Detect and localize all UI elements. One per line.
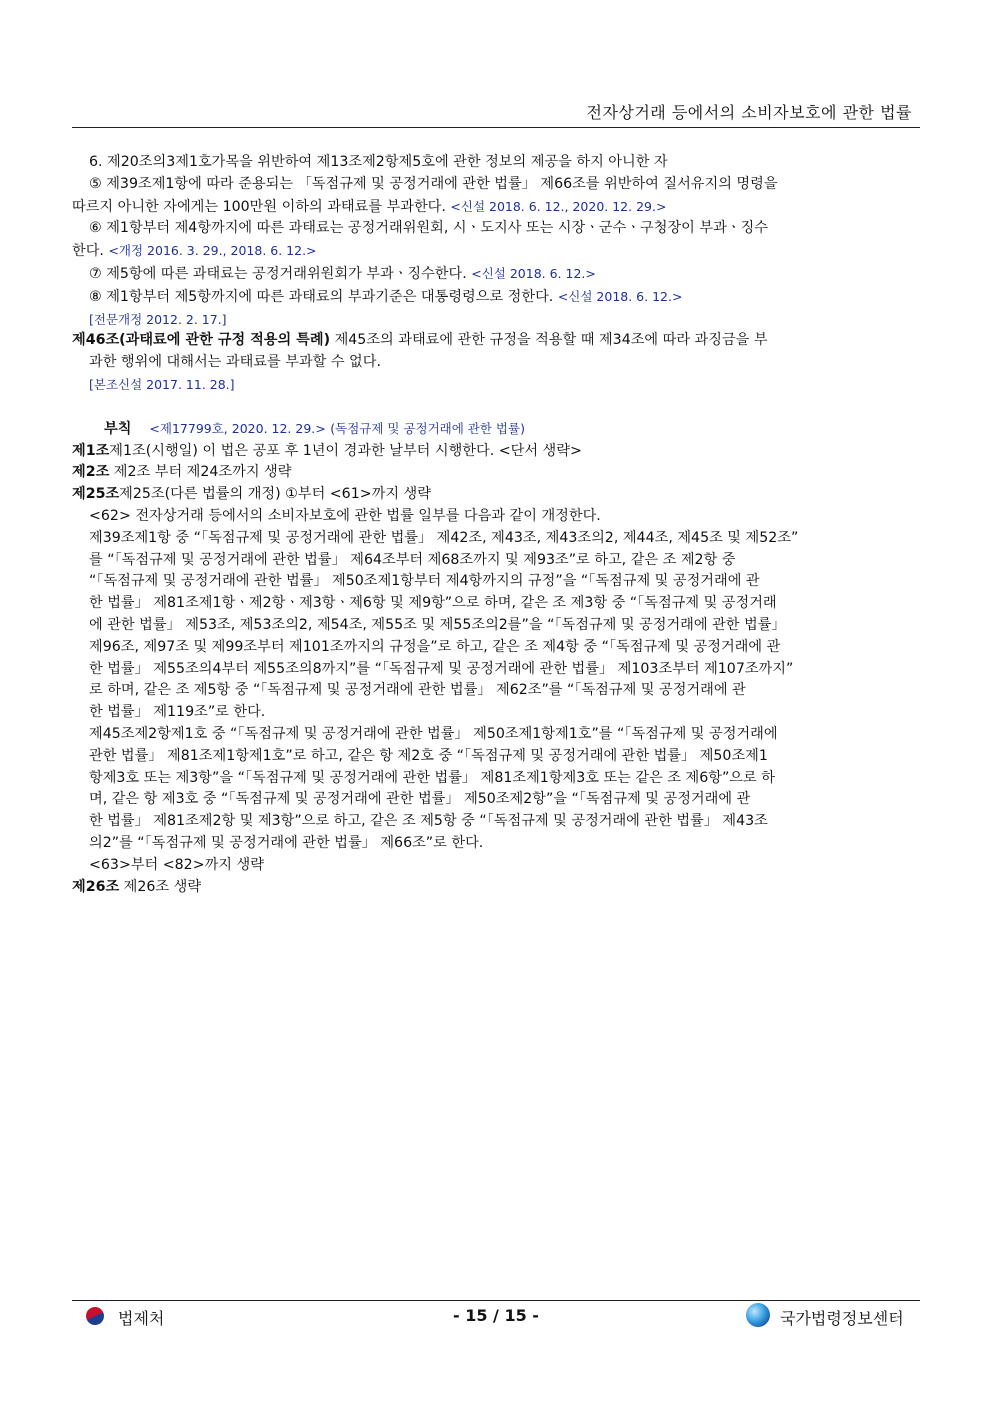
addenda-article-26 [72, 877, 920, 899]
paragraph-5-line-2 [72, 196, 920, 219]
amendment-line: 한 법률」 제119조”로 한다. [89, 704, 266, 721]
addenda-article-1 [72, 441, 920, 463]
header-divider [72, 127, 920, 128]
amendment-note: <신설 2018. 6. 12., 2020. 12. 29.> [450, 198, 667, 214]
article-text: 제1조(시행일) 이 법은 공포 후 1년이 경과한 날부터 시행한다. <단서 생략> [109, 442, 582, 459]
document-body [72, 152, 920, 898]
article-label: 제26조 [72, 878, 120, 895]
article-label: 제2조 [72, 464, 110, 481]
amendment-line: “「독점규제 및 공정거래에 관한 법률」 제50조제1항부터 제4항까지의 규정”을 “「독점규제 및 공정거래에 관 [89, 573, 760, 590]
article-46-text: 제45조의 과태료에 관한 규정을 적용할 때 제34조에 따라 과징금을 부 [334, 332, 768, 349]
article-text: 제2조 부터 제24조까지 생략 [109, 464, 292, 481]
amendment-line: 한 법률」 제55조의4부터 제55조의8까지”를 “「독점규제 및 공정거래에 관한 법률」 제103조부터 제107조까지” [89, 660, 794, 677]
amendment-line: 한 법률」 제81조제1항ㆍ제2항ㆍ제3항ㆍ제6항 및 제9항”으로 하며, 같은 조 제3항 중 “「독점규제 및 공정거래 [89, 595, 777, 612]
article-46-title: 제46조(과태료에 관한 규정 적용의 특례) [72, 332, 331, 349]
item-6: 6. 제20조의3제1호가목을 위반하여 제13조제2항제5호에 관한 정보의 제공을 하지 아니한 자 [89, 154, 668, 170]
paragraph-6-line-2 [72, 240, 920, 263]
paragraph-6-text: 한다. [72, 243, 104, 260]
article-46-line-2: 과한 행위에 대해서는 과태료를 부과할 수 없다. [89, 354, 381, 371]
article-46-note: [본조신설 2017. 11. 28.] [89, 376, 235, 392]
footer-divider [72, 1300, 920, 1301]
amendment-note: <개정 2016. 3. 29., 2018. 6. 12.> [108, 243, 317, 259]
amendment-item-62: <62> 전자상거래 등에서의 소비자보호에 관한 법률 일부를 다음과 같이 개정한다. [89, 507, 601, 524]
paragraph-8 [72, 286, 920, 309]
addenda-law-name: (독점규제 및 공정거래에 관한 법률) [330, 420, 525, 436]
article-text: 제25조(다른 법률의 개정) ①부터 <61>까지 생략 [119, 486, 431, 503]
addenda-article-25 [72, 484, 920, 506]
article-label: 제1조 [72, 442, 110, 459]
addenda-article-2 [72, 462, 920, 484]
amendment-line: 한 법률」 제81조제2항 및 제3항”으로 하고, 같은 조 제5항 중 “「독점규제 및 공정거래에 관한 법률」 제43조 [89, 813, 768, 830]
amendment-line: 의2”를 “「독점규제 및 공정거래에 관한 법률」 제66조”로 한다. [89, 834, 484, 851]
amendment-line: 항제3호 또는 제3항”을 “「독점규제 및 공정거래에 관한 법률」 제81조제1항제3호 또는 같은 조 제6항”으로 하 [89, 769, 775, 786]
amendment-line: 제45조제2항제1호 중 “「독점규제 및 공정거래에 관한 법률」 제50조제1항제1호”를 “「독점규제 및 공정거래에 [89, 725, 778, 742]
document-title: 전자상거래 등에서의 소비자보호에 관한 법률 [586, 103, 912, 122]
footer-agency: 법제처 [118, 1309, 165, 1328]
addenda-law-number: <제17799호, 2020. 12. 29.> [149, 420, 326, 436]
article-label: 제25조 [72, 486, 120, 503]
article-46-line-1 [72, 330, 920, 352]
paragraph-8-text: ⑧ 제1항부터 제5항까지에 따른 과태료의 부과기준은 대통령령으로 정한다. [89, 288, 554, 305]
page-number: - 15 / 15 - [453, 1306, 539, 1325]
paragraph-7-text: ⑦ 제5항에 따른 과태료는 공정거래위원회가 부과ㆍ징수한다. [89, 265, 467, 282]
amendment-line: 를 “「독점규제 및 공정거래에 관한 법률」 제64조부터 제68조까지 및 제93조”로 하고, 같은 조 제2항 중 [89, 551, 736, 568]
amendment-line: 제39조제1항 중 “「독점규제 및 공정거래에 관한 법률」 제42조, 제43조, 제43조의2, 제44조, 제45조 및 제52조” [89, 529, 799, 546]
spacer [72, 396, 920, 418]
article-text: 제26조 생략 [119, 878, 202, 895]
addenda-title: 부칙 [104, 420, 132, 437]
footer-center: 국가법령정보센터 [780, 1309, 904, 1328]
amendment-note: <신설 2018. 6. 12.> [557, 288, 683, 304]
amendment-line: 관한 법률」 제81조제1항제1호”로 하고, 같은 항 제2호 중 “「독점규제 및 공정거래에 관한 법률」 제50조제1 [89, 747, 768, 764]
full-revision-note: [전문개정 2012. 2. 17.] [89, 311, 227, 327]
amendment-item-63-82: <63>부터 <82>까지 생략 [89, 856, 264, 873]
moleg-logo-icon [83, 1304, 107, 1328]
law-info-center-logo-icon [746, 1303, 770, 1327]
amendment-line: 로 하며, 같은 조 제5항 중 “「독점규제 및 공정거래에 관한 법률」 제62조”를 “「독점규제 및 공정거래에 관 [89, 682, 746, 699]
paragraph-7 [72, 263, 920, 286]
amendment-note: <신설 2018. 6. 12.> [471, 265, 596, 281]
addenda-header [72, 418, 920, 441]
amendment-line: 에 관한 법률」 제53조, 제53조의2, 제54조, 제55조 및 제55조의2를”을 “「독점규제 및 공정거래에 관한 법률」 [89, 616, 786, 633]
paragraph-5-line-1: ⑤ 제39조제1항에 따라 준용되는 「독점규제 및 공정거래에 관한 법률」 제66조를 위반하여 질서유지의 명령을 [89, 175, 778, 192]
amendment-line: 며, 같은 항 제3호 중 “「독점규제 및 공정거래에 관한 법률」 제50조제2항”을 “「독점규제 및 공정거래에 관 [89, 791, 751, 808]
paragraph-5-text: 따르지 아니한 자에게는 100만원 이하의 과태료를 부과한다. [72, 198, 446, 215]
amendment-line: 제96조, 제97조 및 제99조부터 제101조까지의 규정을”로 하고, 같은 조 제4항 중 “「독점규제 및 공정거래에 관 [89, 638, 781, 655]
paragraph-6-line-1: ⑥ 제1항부터 제4항까지에 따른 과태료는 공정거래위원회, 시ㆍ도지사 또는 시장ㆍ군수ㆍ구청장이 부과ㆍ징수 [89, 220, 768, 237]
